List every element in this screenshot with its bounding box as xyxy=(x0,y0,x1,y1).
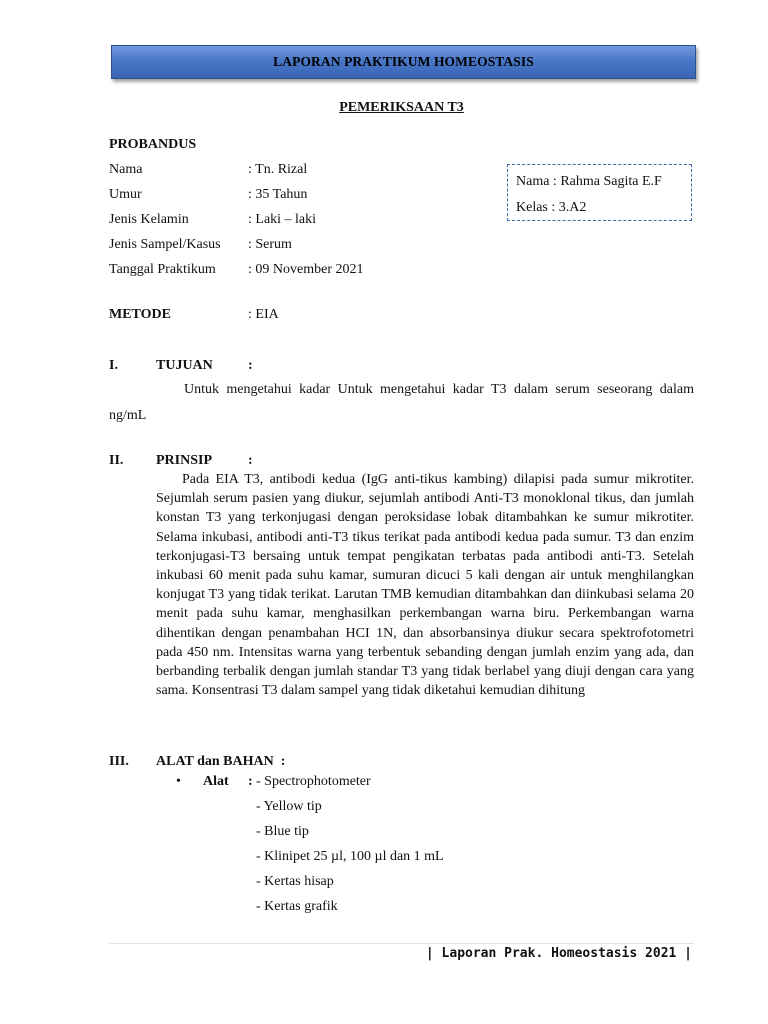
alat-list xyxy=(256,769,444,919)
student-class: Kelas : 3.A2 xyxy=(516,200,587,215)
prinsip-text: Pada EIA T3, antibodi kedua (IgG anti-tikus kambing) dilapisi pada sumur mikrotiter. Sejumlah serum pasien yang diukur, sejumlah antibodi Anti-T3 monoklonal tikus, dan jumlah konstan T3 yang terkonjugasi dengan peroksidase lobak ditambahkan ke sumur mikrotiter. Selama inkubasi, antibodi anti-T3 tikus terikat pada antibodi kedua pada sumur. T3 dan enzim terkonjugasi-T3 bersaing untuk tempat pengikatan terbatas pada antibodi anti-T3. Setelah inkubasi 60 menit pada suhu kamar, sumuran dicuci 5 kali dengan air untuk menghilangkan konjugat T3 yang tidak terikat. Larutan TMB kemudian ditambahkan dan diinkubasi selama 20 menit pada suhu kamar, menghasilkan perkembangan warna biru. Perkembangan warna dihentikan dengan penambahan HCI 1N, dan absorbansinya diukur secara spektrofotometri pada 450 nm. Intensitas warna yang terbentuk sebanding dengan jumlah enzim yang ada, dan berbanding terbalik dengan jumlah standar T3 yang tidak berlabel yang diuji dengan cara yang sama. Konsentrasi T3 dalam sampel yang tidak diketahui kemudian dihitung xyxy=(156,472,694,699)
alat-bahan-heading: ALAT dan BAHAN : xyxy=(156,754,286,769)
prinsip-number: II. xyxy=(109,453,124,468)
metode-label: METODE xyxy=(109,307,171,322)
probandus-label-umur: Umur xyxy=(109,187,142,202)
probandus-value-nama: : Tn. Rizal xyxy=(248,162,308,177)
probandus-label-sampel: Jenis Sampel/Kasus xyxy=(109,237,221,252)
page-footer: | Laporan Prak. Homeostasis 2021 | xyxy=(425,946,692,961)
probandus-value-tanggal: : 09 November 2021 xyxy=(248,262,364,277)
probandus-label-nama: Nama xyxy=(109,162,143,177)
alat-bahan-number: III. xyxy=(109,754,129,769)
footer-divider xyxy=(109,943,694,944)
alat-item: - Spectrophotometer xyxy=(256,774,371,789)
tujuan-text: Untuk mengetahui kadar Untuk mengetahui kadar T3 dalam serum seseorang dalam ng/mL xyxy=(109,382,694,423)
probandus-value-umur: : 35 Tahun xyxy=(248,187,308,202)
probandus-value-sampel: : Serum xyxy=(248,237,292,252)
bullet-icon: • xyxy=(176,774,181,789)
alat-item: - Kertas hisap xyxy=(256,874,334,889)
prinsip-heading: PRINSIP xyxy=(156,453,213,468)
alat-colon: : xyxy=(248,774,253,789)
report-title-banner xyxy=(111,45,696,79)
student-info-box xyxy=(507,164,692,221)
metode-value: : EIA xyxy=(248,307,279,322)
tujuan-colon: : xyxy=(248,358,253,373)
probandus-label-tanggal: Tanggal Praktikum xyxy=(109,262,216,277)
alat-item: - Kertas grafik xyxy=(256,899,338,914)
tujuan-number: I. xyxy=(109,358,118,373)
alat-item: - Blue tip xyxy=(256,824,309,839)
section-subtitle: PEMERIKSAAN T3 xyxy=(339,100,464,115)
report-title: LAPORAN PRAKTIKUM HOMEOSTASIS xyxy=(273,54,534,69)
prinsip-colon: : xyxy=(248,453,253,468)
alat-item: - Yellow tip xyxy=(256,799,322,814)
alat-label: Alat xyxy=(203,774,229,789)
tujuan-heading: TUJUAN xyxy=(156,358,213,373)
probandus-value-jenis-kelamin: : Laki – laki xyxy=(248,212,317,227)
probandus-label-jenis-kelamin: Jenis Kelamin xyxy=(109,212,189,227)
probandus-heading: PROBANDUS xyxy=(109,137,197,152)
student-name: Nama : Rahma Sagita E.F xyxy=(516,174,662,189)
alat-item: - Klinipet 25 µl, 100 µl dan 1 mL xyxy=(256,849,444,864)
